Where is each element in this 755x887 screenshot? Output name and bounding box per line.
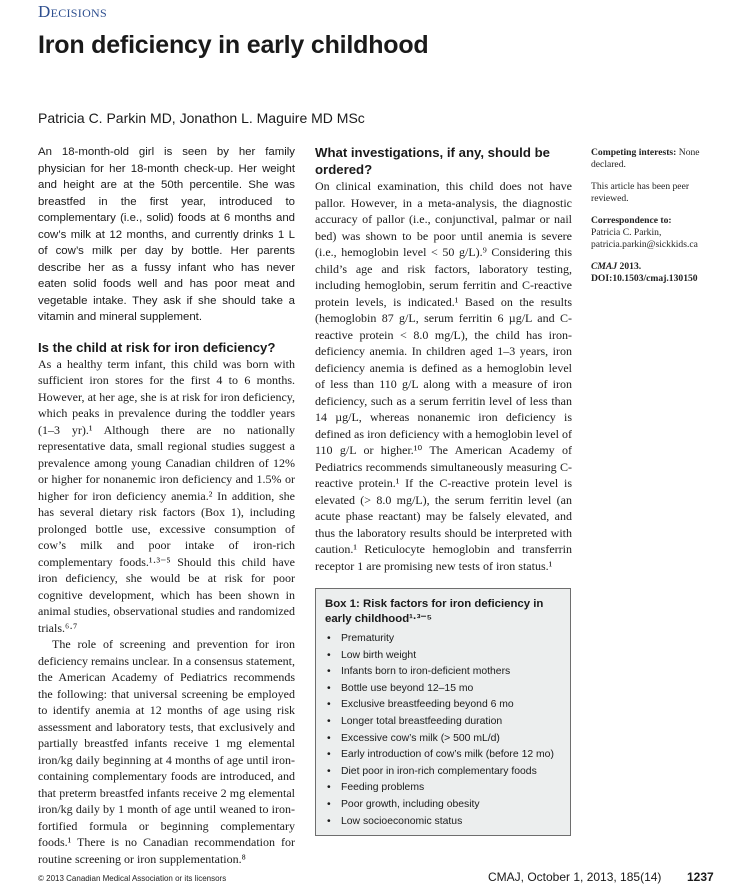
competing-interests-label: Competing interests: <box>591 147 677 158</box>
correspondence-label: Correspondence to: <box>591 215 672 226</box>
citation-journal: CMAJ <box>591 261 618 272</box>
section-heading: Is the child at risk for iron deficiency? <box>38 339 276 355</box>
list-item: • Low socioeconomic status <box>325 814 562 831</box>
sidebar-notes <box>591 147 721 295</box>
list-item: • Diet poor in iron-rich complementary foods <box>325 764 562 781</box>
body-paragraph: On clinical examination, this child does not have pallor. However, in a meta-analysis, the diagnostic accuracy of pallor (i.e., conjunctival, palmar or nail bed) was shown to be poor until anemia is severe (i.e., hemoglobin level < 50 g/L).⁹ Considering this child’s age and risk factors, laboratory testing, including hemoglobin, serum ferritin and C-reactive protein levels, is indicated.¹ Based on the results (hemoglobin 87 g/L, serum ferritin 6 µg/L and C-reactive protein < 8.0 mg/L), the child has iron-deficiency anemia. In children aged 1–3 years, iron deficiency anemia is defined as a hemoglobin level of less than 110 g/L along with a measure of iron deficiency, such as a serum ferritin level of less than 14 µg/L, whereas nonanemic iron deficiency is defined as iron deficiency with a hemoglobin level of 110 g/L or higher.¹⁰ The American Academy of Pediatrics recommends simultaneously measuring C-reactive protein.¹ If the C-reactive protein level is elevated (> 8.0 mg/L), the serum ferritin level (an acute phase reactant) may be falsely elevated, and thus the laboratory results should be interpreted with caution.¹ Reticulocyte hemoglobin and transferrin receptor 1 are promising new tests of iron status.¹ <box>315 179 572 573</box>
intro-paragraph: An 18-month-old girl is seen by her family physician for her 18-month check-up. Her weight and height are at the 50th percentile. She was breastfed in the first year, introduced to complementary (i.e., solid) foods at 6 months and cow’s milk at 12 months, and currently drinks 1 L of cow’s milk per day by bottle. Her parents describe her as a fussy infant who has never eaten solid foods well and has poor meat and vegetable intake. They ask if she should take a vitamin and mineral supplement. <box>38 146 295 323</box>
competing-interests-value: None declared. <box>591 147 700 170</box>
correspondence-email[interactable]: patricia.parkin@sickkids.ca <box>591 239 698 250</box>
list-item: • Longer total breastfeeding duration <box>325 714 562 731</box>
section-label: Decisions <box>38 2 107 21</box>
list-item: • Exclusive breastfeeding beyond 6 mo <box>325 697 562 714</box>
column-left <box>38 144 295 867</box>
section-heading: What investigations, if any, should be ordered? <box>315 145 550 177</box>
list-item: • Poor growth, including obesity <box>325 797 562 814</box>
body-paragraph: The role of screening and prevention for iron deficiency remains unclear. In a consensus statement, the American Academy of Pediatrics recommends the following: that universal screening be employed to identify anemia at 12 months of age using risk assessment and laboratory tests, that exclusively and partially breastfed infants receive 1 mg elemental iron/kg daily beginning at 4 months of age until iron-containing complementary foods are introduced, and that preterm breastfed infants receive 2 mg elemental iron/kg daily by 1 month of age until weaned to iron-fortified formula or beginning complementary foods.¹ There is no Canadian recommendation for routine screening or iron supplementation.⁸ <box>38 637 295 866</box>
citation-doi[interactable]: 2013. DOI:10.1503/cmaj.130150 <box>591 261 698 284</box>
list-item: • Low birth weight <box>325 648 562 665</box>
correspondence <box>591 215 721 251</box>
list-item: • Bottle use beyond 12–15 mo <box>325 681 562 698</box>
author-line: Patricia C. Parkin MD, Jonathon L. Maguire MD MSc <box>38 110 365 126</box>
list-item: • Excessive cow’s milk (> 500 mL/d) <box>325 731 562 748</box>
page-number: 1237 <box>687 870 714 884</box>
article-title: Iron deficiency in early childhood <box>38 31 429 59</box>
box-title: Box 1: Risk factors for iron deficiency in early childhood¹·³⁻⁵ <box>325 598 544 625</box>
risk-factor-box <box>315 588 571 836</box>
footer-copyright: © 2013 Canadian Medical Association or its licensors <box>38 874 227 883</box>
correspondence-name: Patricia C. Parkin, <box>591 227 662 238</box>
body-paragraph: As a healthy term infant, this child was born with sufficient iron stores for the first 4 to 6 months. However, at her age, she is at risk for iron deficiency, which peaks in prevalence during the toddler years (1–3 yr).¹ Although there are no nationally representative data, small regional studies suggest a prevalence among young Canadian children of 12% or higher for nonanemic iron deficiency and 1.5% or higher for iron deficiency anemia.² In addition, she has several dietary risk factors (Box 1), including prolonged bottle use, excessive consumption of cow’s milk and poor intake of iron-rich complementary foods.¹·³⁻⁵ Should this child have iron deficiency, she would be at risk for poor cognitive development, which has been shown in animal studies, observational studies and randomized trials.⁶·⁷ <box>38 356 295 635</box>
competing-interests <box>591 147 721 171</box>
citation <box>591 261 721 285</box>
risk-factor-list <box>325 631 562 830</box>
list-item: • Feeding problems <box>325 780 562 797</box>
list-item: • Early introduction of cow’s milk (before 12 mo) <box>325 747 562 764</box>
list-item: • Prematurity <box>325 631 562 648</box>
list-item: • Infants born to iron-deficient mothers <box>325 664 562 681</box>
footer-journal: CMAJ, October 1, 2013, 185(14) <box>488 870 662 884</box>
peer-review-note: This article has been peer reviewed. <box>591 181 690 204</box>
column-middle <box>315 144 572 574</box>
